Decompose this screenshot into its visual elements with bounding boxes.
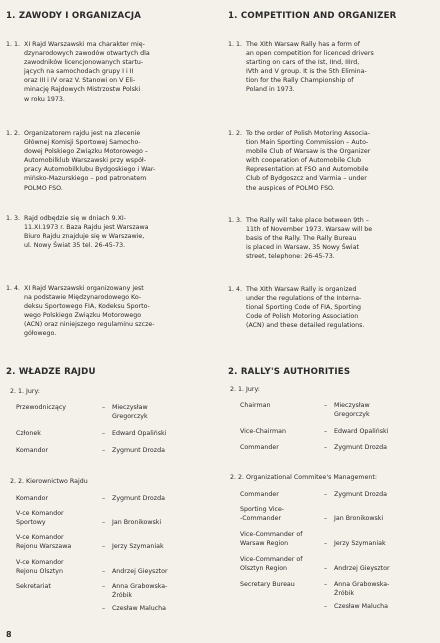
text-line: Głównej Komisji Sportowej Samocho- [24, 139, 141, 147]
text-line: ul. Nowy Świat 35 tel. 26-45-73. [24, 242, 126, 250]
text-line: tional Sporting Code of FIA, Sporting [246, 304, 361, 312]
text-line: Organizatorem rajdu jest na zlecenie [24, 130, 141, 137]
dash: – [324, 581, 328, 588]
text-line: tion Main Sporting Commission – Auto- [246, 139, 369, 147]
paragraph-number: 1. 2. [6, 130, 21, 137]
person-name: Mieczysław [334, 402, 370, 409]
person-name: Zygmunt Drozda [112, 447, 165, 454]
role-label: Chairman [240, 402, 271, 409]
paragraph-number: 1. 1. [228, 41, 243, 48]
role-label: Rejonu Olsztyn [16, 568, 64, 575]
dash: – [324, 491, 328, 498]
person-name: Żróbik [334, 590, 355, 597]
text-line: Code of Polish Motoring Association [246, 313, 359, 321]
text-line: Representation at FSO and Automobile [246, 166, 369, 174]
text-line: IVth and V group. It is the 5th Elimina- [246, 68, 367, 76]
person-name: Zygmunt Drozda [112, 495, 165, 502]
role-label: Vice-Commander of [240, 556, 303, 563]
text-line: mińsko-Mazurskiego – pod patronatem [24, 175, 147, 183]
text-line: dzynarodowych zawodów otwartych dla [24, 50, 150, 58]
text-line: Club of Bydgoszcz and Varmia – under [246, 175, 367, 183]
jury-label: 2. 1. Jury: [230, 386, 260, 393]
role-label: Sportowy [16, 519, 46, 526]
role-label: Komandor [16, 447, 49, 454]
person-name: Czesław Malucha [334, 603, 389, 610]
role-label: Członek [16, 430, 41, 437]
text-line: 11.XI.1973 r. Baza Rajdu jest Warszawa [24, 224, 149, 232]
text-line: The XIth Warsaw Rally is organized [246, 286, 357, 293]
text-line: Biuro Rajdu znajduje się w Warszawie, [24, 233, 145, 241]
management-label: 2. 2. Organizational Commitee's Management: [230, 474, 377, 481]
text-line: The XIth Warsaw Rally has a form of [246, 41, 360, 48]
dash: – [324, 565, 328, 572]
text-line: pracy Automobilklubu Bydgoskiego i War- [24, 166, 156, 174]
text-line: with cooperation of Automobile Club [246, 157, 362, 165]
jury-label: 2. 1. Jury: [10, 388, 40, 395]
role-label: V-ce Komandor [16, 510, 64, 517]
person-name: Jan Bronikowski [334, 515, 384, 522]
person-name: Edward Opaliński [334, 428, 389, 435]
person-name: Żróbik [112, 592, 133, 599]
role-label: Vice-Chairman [240, 428, 286, 435]
section-2-heading: 2. RALLY'S AUTHORITIES [228, 367, 351, 377]
text-line: deksu Sportowego FIA, Kodeksu Sporto- [24, 303, 150, 311]
dash: – [102, 495, 106, 502]
text-line: is placed in Warsaw, 35 Nowy Świat [246, 244, 359, 252]
dash: – [102, 447, 106, 454]
dash: – [102, 568, 106, 575]
text-line: na podstawie Międzynarodowego Ko- [24, 294, 142, 302]
role-label: Vice-Commander of [240, 531, 303, 538]
role-label: V-ce Komandor [16, 534, 64, 541]
text-line: (ACN) and these detailed regulations. [246, 322, 365, 330]
text-line: To the order of Polish Motoring Associa- [246, 130, 371, 137]
dash: – [324, 402, 328, 409]
paragraph-number: 1. 2. [228, 130, 243, 137]
page-number: 8 [6, 630, 12, 639]
text-line: tion for the Rally Championship of [246, 77, 354, 85]
role-label: Commander [240, 491, 279, 498]
text-line: an open competition for licenced drivers [246, 50, 374, 58]
person-name: Andrzej Gieysztor [112, 568, 168, 575]
role-label: Rejonu Warszawa [16, 543, 72, 550]
text-line: under the regulations of the Interna- [246, 295, 362, 303]
dash: – [102, 404, 106, 411]
person-name: Zygmunt Drozda [334, 491, 387, 498]
text-line: jących na samochodach grupy I i II [24, 68, 134, 76]
dash: – [102, 519, 106, 526]
person-name: Jan Bronikowski [112, 519, 162, 526]
person-name: Gregorczyk [112, 413, 148, 420]
paragraph-number: 1. 3. [228, 217, 243, 224]
person-name: Jerzy Szymaniak [334, 540, 386, 547]
text-line: 11th of November 1973. Warsaw will be [246, 226, 373, 234]
dash: – [324, 428, 328, 435]
text-line: mobile Club of Warsaw is the Organizer [246, 148, 371, 156]
text-line: Automobilklub Warszawski przy współ- [24, 157, 146, 165]
paragraph-number: 1. 4. [6, 285, 21, 292]
role-label: Przewodniczący [16, 404, 67, 411]
text-line: gółowego. [24, 330, 57, 338]
dash: – [324, 515, 328, 522]
role-label: Secretary Bureau [240, 581, 295, 588]
role-label: Olsztyn Region [240, 565, 288, 572]
section-1-heading: 1. ZAWODY I ORGANIZACJA [6, 11, 142, 21]
text-line: Rajd odbędzie się w dniach 9.XI- [24, 215, 127, 222]
role-label: Sekretariat [16, 583, 51, 590]
text-line: wego Polskiego Związku Motorowego [24, 312, 142, 320]
management-label: 2. 2. Kierownictwo Rajdu [10, 478, 88, 485]
role-label: Commander [240, 444, 279, 451]
person-name: Anna Grabowska- [334, 581, 390, 588]
text-line: w roku 1973. [24, 95, 65, 103]
dash: – [324, 603, 328, 610]
paragraph-number: 1. 1. [6, 41, 21, 48]
text-line: starting on cars of the Ist, IInd, IIIrd, [246, 59, 360, 67]
role-label: V-ce Komandor [16, 559, 64, 566]
text-line: Poland in 1973. [246, 86, 295, 94]
text-line: street, telephone: 26-45-73. [246, 253, 335, 261]
paragraph-number: 1. 4. [228, 286, 243, 293]
role-label: -Commander [240, 515, 282, 522]
text-line: POLMO FSO. [24, 184, 63, 192]
text-line: (ACN) oraz niniejszego regulaminu szcze- [24, 321, 155, 329]
section-1-heading: 1. COMPETITION AND ORGANIZER [228, 11, 397, 21]
dash: – [324, 540, 328, 547]
person-name: Jerzy Szymaniak [112, 543, 164, 550]
paragraph-number: 1. 3. [6, 215, 21, 222]
text-line: XI Rajd Warszawski organizowany jest [24, 285, 144, 292]
section-2-heading: 2. WŁADZE RAJDU [6, 367, 96, 377]
role-label: Sporting Vice- [240, 506, 285, 513]
text-line: the auspices of POLMO FSO. [246, 184, 335, 192]
dash: – [102, 583, 106, 590]
dash: – [324, 444, 328, 451]
person-name: Andrzej Gieysztor [334, 565, 390, 572]
text-line: minację Rajdowych Mistrzostw Polski [24, 86, 141, 94]
dash: – [102, 543, 106, 550]
text-line: XI Rajd Warszawski ma charakter mię- [24, 41, 145, 48]
dash: – [102, 605, 106, 612]
person-name: Czesław Malucha [112, 605, 167, 612]
person-name: Gregorczyk [334, 411, 370, 418]
text-line: zawodników licencjonowanych startu- [24, 59, 144, 67]
dash: – [102, 430, 106, 437]
person-name: Zygmunt Drozda [334, 444, 387, 451]
role-label: Komandor [16, 495, 49, 502]
person-name: Mieczysław [112, 404, 148, 411]
person-name: Edward Opaliński [112, 430, 167, 437]
text-line: oraz III i IV oraz V. Stanowi on V Eli- [24, 77, 136, 85]
person-name: Anna Grabowska- [112, 583, 168, 590]
text-line: dowej Polskiego Związku Motorowego – [24, 148, 148, 156]
text-line: The Rally will take place between 9th – [246, 217, 369, 224]
role-label: Warsaw Region [240, 540, 289, 547]
text-line: basis of the Rally. The Rally Bureau [246, 235, 357, 243]
